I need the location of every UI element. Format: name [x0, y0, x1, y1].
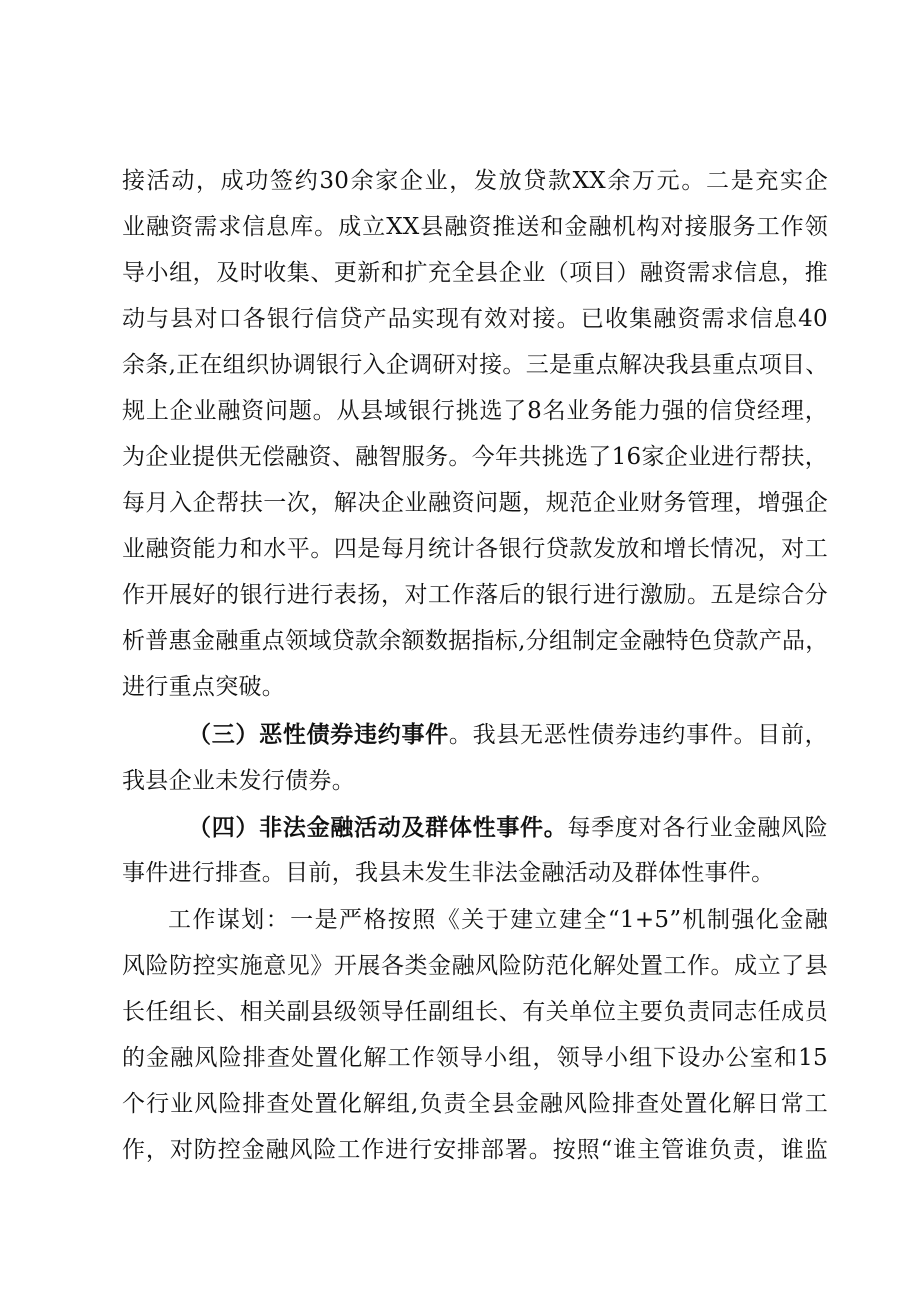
section3-heading: （三）恶性债券违约事件: [188, 722, 449, 748]
section4-text: 每季度对各行业金融风险: [567, 815, 828, 841]
section3-line2: 我县企业未发行债券。: [122, 768, 355, 794]
section4-line1: [188, 813, 828, 843]
plan-line: 风险防控实施意见》开展各类金融风险防范化解处置工作。成立了县: [122, 953, 828, 979]
plan-line: 工作谋划：一是严格按照《关于建立建全“1+5”机制强化金融: [168, 907, 828, 933]
paragraph-line: 规上企业融资问题。从县域银行挑选了8名业务能力强的信贷经理，: [122, 398, 828, 424]
plan-line: 的金融风险排查处置化解工作领导小组，领导小组下设办公室和15: [122, 1045, 828, 1071]
paragraph-line: 作开展好的银行进行表扬，对工作落后的银行进行激励。五是综合分: [122, 582, 828, 608]
paragraph-line: 每月入企帮扶一次，解决企业融资问题，规范企业财务管理，增强企: [122, 490, 828, 516]
paragraph-line: 业融资能力和水平。四是每月统计各银行贷款发放和增长情况，对工: [122, 536, 828, 562]
paragraph-line: 动与县对口各银行信贷产品实现有效对接。已收集融资需求信息40: [122, 306, 828, 332]
paragraph-line: 导小组，及时收集、更新和扩充全县企业（项目）融资需求信息，推: [122, 260, 828, 286]
plan-line: 长任组长、相关副县级领导任副组长、有关单位主要负责同志任成员: [122, 999, 828, 1025]
paragraph-line: 业融资需求信息库。成立XX县融资推送和金融机构对接服务工作领: [122, 214, 828, 240]
paragraph-line: 析普惠金融重点领域贷款余额数据指标,分组制定金融特色贷款产品，: [122, 628, 829, 654]
section4-heading: （四）非法金融活动及群体性事件。: [188, 815, 568, 841]
paragraph-line: 余条,正在组织协调银行入企调研对接。三是重点解决我县重点项目、: [122, 352, 829, 378]
section4-line2: 事件进行排查。目前，我县未发生非法金融活动及群体性事件。: [122, 860, 775, 886]
plan-line: 个行业风险排查处置化解组,负责全县金融风险排查处置化解日常工: [122, 1091, 828, 1117]
section3-line1: [188, 720, 828, 750]
paragraph-line: 进行重点突破。: [122, 674, 286, 700]
paragraph-line: 接活动，成功签约30余家企业，发放贷款XX余万元。二是充实企: [122, 168, 828, 194]
section3-text: 。我县无恶性债券违约事件。目前，: [448, 722, 828, 748]
plan-line: 作，对防控金融风险工作进行安排部署。按照“谁主管谁负责，谁监: [122, 1137, 828, 1163]
paragraph-line: 为企业提供无偿融资、融智服务。今年共挑选了16家企业进行帮扶，: [122, 444, 828, 470]
